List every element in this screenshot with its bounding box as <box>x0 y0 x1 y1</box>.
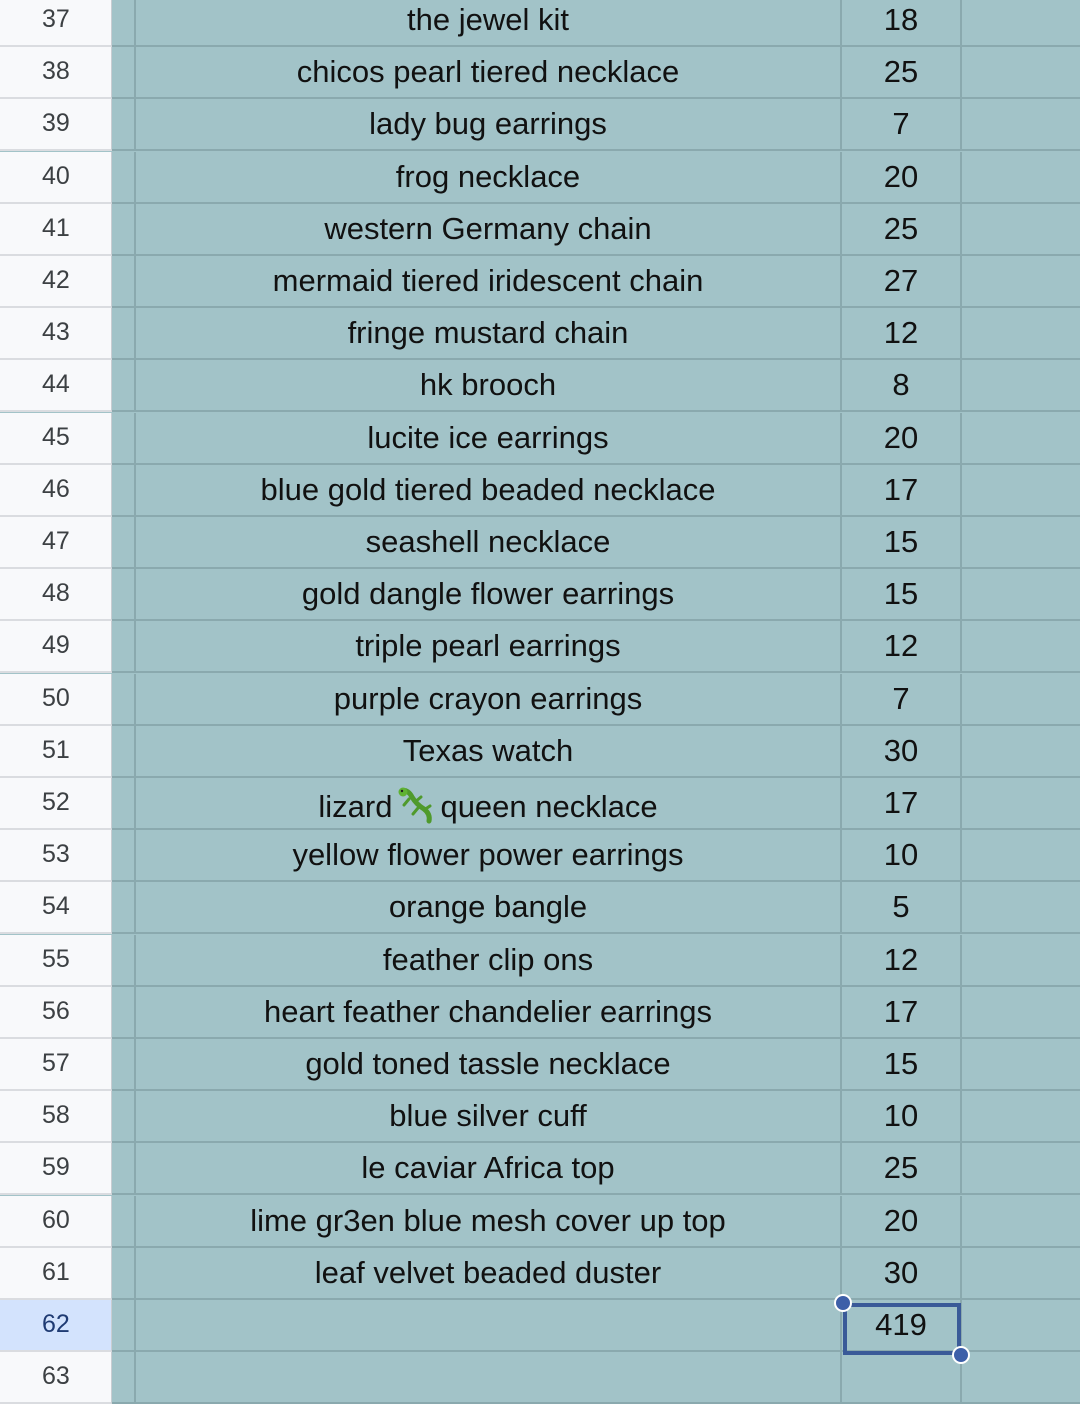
cell-d[interactable] <box>962 778 1080 830</box>
sheet-row <box>0 47 1080 99</box>
cell-price[interactable]: 5 <box>842 882 962 934</box>
cell-a[interactable] <box>112 152 136 204</box>
cell-d[interactable] <box>962 1300 1080 1352</box>
cell-price[interactable]: 30 <box>842 726 962 778</box>
cell-item-name[interactable]: seashell necklace <box>136 517 842 569</box>
cell-item-name[interactable]: purple crayon earrings <box>136 674 842 726</box>
cell-a[interactable] <box>112 1091 136 1143</box>
cell-a[interactable] <box>112 308 136 360</box>
row-header[interactable]: 43 <box>0 308 112 360</box>
cell-price[interactable]: 20 <box>842 152 962 204</box>
cell-a[interactable] <box>112 1248 136 1300</box>
cell-d[interactable] <box>962 882 1080 934</box>
sheet-row <box>0 308 1080 360</box>
cell-item-name[interactable]: leaf velvet beaded duster <box>136 1248 842 1300</box>
cell-price[interactable]: 15 <box>842 517 962 569</box>
cell-a[interactable] <box>112 517 136 569</box>
cell-d[interactable] <box>962 360 1080 412</box>
sheet-row <box>0 1091 1080 1143</box>
row-header[interactable]: 63 <box>0 1352 112 1404</box>
cell-item-name[interactable]: orange bangle <box>136 882 842 934</box>
sheet-row <box>0 778 1080 830</box>
cell-a[interactable] <box>112 778 136 830</box>
cell-item-name[interactable] <box>136 778 842 830</box>
cell-item-name[interactable] <box>136 1300 842 1352</box>
row-header[interactable]: 44 <box>0 360 112 412</box>
cell-a[interactable] <box>112 204 136 256</box>
cell-d[interactable] <box>962 569 1080 621</box>
cell-d[interactable] <box>962 47 1080 99</box>
sheet-row <box>0 569 1080 621</box>
cell-item-name[interactable]: heart feather chandelier earrings <box>136 987 842 1039</box>
cell-d[interactable] <box>962 413 1080 465</box>
cell-item-name[interactable]: lime gr3en blue mesh cover up top <box>136 1196 842 1248</box>
cell-a[interactable] <box>112 935 136 987</box>
row-header[interactable]: 54 <box>0 882 112 934</box>
cell-price[interactable]: 17 <box>842 465 962 517</box>
sheet-row <box>0 1039 1080 1091</box>
cell-a[interactable] <box>112 882 136 934</box>
cell-price[interactable]: 10 <box>842 1091 962 1143</box>
cell-a[interactable] <box>112 0 136 47</box>
cell-a[interactable] <box>112 830 136 882</box>
row-header[interactable]: 53 <box>0 830 112 882</box>
cell-d[interactable] <box>962 204 1080 256</box>
cell-price[interactable]: 10 <box>842 830 962 882</box>
row-header[interactable]: 37 <box>0 0 112 47</box>
cell-a[interactable] <box>112 360 136 412</box>
cell-a[interactable] <box>112 1039 136 1091</box>
cell-item-name[interactable]: fringe mustard chain <box>136 308 842 360</box>
lizard-emoji-icon <box>396 785 436 833</box>
selection-handle-end[interactable] <box>952 1346 970 1364</box>
cell-item-name[interactable]: le caviar Africa top <box>136 1143 842 1195</box>
cell-a[interactable] <box>112 1352 136 1404</box>
cell-a[interactable] <box>112 1143 136 1195</box>
cell-price[interactable]: 20 <box>842 1196 962 1248</box>
sheet-row <box>0 621 1080 673</box>
cell-price[interactable]: 25 <box>842 1143 962 1195</box>
sheet-row <box>0 1196 1080 1248</box>
row-header[interactable]: 41 <box>0 204 112 256</box>
row-header[interactable]: 60 <box>0 1196 112 1248</box>
cell-a[interactable] <box>112 99 136 151</box>
cell-price[interactable]: 25 <box>842 204 962 256</box>
cell-a[interactable] <box>112 987 136 1039</box>
sheet-row <box>0 99 1080 151</box>
sheet-row <box>0 517 1080 569</box>
cell-price[interactable]: 15 <box>842 569 962 621</box>
sheet-row <box>0 882 1080 934</box>
cell-item-name[interactable]: chicos pearl tiered necklace <box>136 47 842 99</box>
cell-d[interactable] <box>962 1143 1080 1195</box>
cell-d[interactable] <box>962 1248 1080 1300</box>
cell-item-name[interactable] <box>136 1352 842 1404</box>
cell-item-name[interactable]: lucite ice earrings <box>136 413 842 465</box>
cell-d[interactable] <box>962 621 1080 673</box>
cell-d[interactable] <box>962 465 1080 517</box>
selection-handle-start[interactable] <box>834 1294 852 1312</box>
cell-price[interactable]: 8 <box>842 360 962 412</box>
cell-a[interactable] <box>112 1300 136 1352</box>
row-header[interactable]: 57 <box>0 1039 112 1091</box>
sheet-row <box>0 1352 1080 1404</box>
sheet-row <box>0 830 1080 882</box>
cell-price[interactable]: 18 <box>842 0 962 47</box>
sheet-row <box>0 1248 1080 1300</box>
sheet-row <box>0 256 1080 308</box>
sheet-row <box>0 1300 1080 1352</box>
cell-item-name[interactable]: hk brooch <box>136 360 842 412</box>
row-header[interactable]: 55 <box>0 935 112 987</box>
sheet-row <box>0 360 1080 412</box>
row-header[interactable]: 47 <box>0 517 112 569</box>
sheet-row <box>0 152 1080 204</box>
cell-d[interactable] <box>962 1352 1080 1404</box>
cell-price[interactable]: 7 <box>842 674 962 726</box>
cell-d[interactable] <box>962 1196 1080 1248</box>
cell-price[interactable]: 30 <box>842 1248 962 1300</box>
row-header[interactable]: 40 <box>0 152 112 204</box>
cell-a[interactable] <box>112 47 136 99</box>
cell-price[interactable] <box>842 1352 962 1404</box>
cell-d[interactable] <box>962 1091 1080 1143</box>
cell-item-name[interactable]: lady bug earrings <box>136 99 842 151</box>
cell-text-part: lizard <box>318 789 393 825</box>
cell-a[interactable] <box>112 1196 136 1248</box>
row-header[interactable]: 38 <box>0 47 112 99</box>
sheet-row <box>0 935 1080 987</box>
cell-price[interactable]: 12 <box>842 308 962 360</box>
cell-item-name[interactable]: Texas watch <box>136 726 842 778</box>
sheet-row <box>0 204 1080 256</box>
cell-d[interactable] <box>962 987 1080 1039</box>
sheet-row <box>0 0 1080 47</box>
row-header[interactable]: 51 <box>0 726 112 778</box>
cell-item-name[interactable]: triple pearl earrings <box>136 621 842 673</box>
sheet-row <box>0 987 1080 1039</box>
cell-item-name[interactable]: yellow flower power earrings <box>136 830 842 882</box>
cell-item-name[interactable]: mermaid tiered iridescent chain <box>136 256 842 308</box>
row-header[interactable]: 46 <box>0 465 112 517</box>
cell-d[interactable] <box>962 1039 1080 1091</box>
cell-a[interactable] <box>112 569 136 621</box>
cell-price[interactable]: 17 <box>842 987 962 1039</box>
sheet-row <box>0 674 1080 726</box>
cell-a[interactable] <box>112 674 136 726</box>
row-header[interactable]: 49 <box>0 621 112 673</box>
cell-d[interactable] <box>962 517 1080 569</box>
row-header[interactable]: 45 <box>0 413 112 465</box>
cell-item-name[interactable]: blue silver cuff <box>136 1091 842 1143</box>
sheet-row <box>0 1143 1080 1195</box>
cell-item-name[interactable]: feather clip ons <box>136 935 842 987</box>
cell-d[interactable] <box>962 99 1080 151</box>
cell-price[interactable]: 17 <box>842 778 962 830</box>
cell-d[interactable] <box>962 726 1080 778</box>
cell-a[interactable] <box>112 726 136 778</box>
cell-item-name[interactable]: gold dangle flower earrings <box>136 569 842 621</box>
sheet-row <box>0 726 1080 778</box>
cell-d[interactable] <box>962 935 1080 987</box>
row-header[interactable]: 52 <box>0 778 112 830</box>
cell-price[interactable]: 12 <box>842 935 962 987</box>
cell-item-name[interactable]: the jewel kit <box>136 0 842 47</box>
cell-price[interactable]: 7 <box>842 99 962 151</box>
cell-a[interactable] <box>112 413 136 465</box>
sheet-row <box>0 465 1080 517</box>
cell-d[interactable] <box>962 674 1080 726</box>
row-header[interactable]: 62 <box>0 1300 112 1352</box>
cell-a[interactable] <box>112 256 136 308</box>
cell-d[interactable] <box>962 152 1080 204</box>
cell-a[interactable] <box>112 465 136 517</box>
cell-d[interactable] <box>962 0 1080 47</box>
row-header[interactable]: 56 <box>0 987 112 1039</box>
cell-item-name[interactable]: frog necklace <box>136 152 842 204</box>
cell-d[interactable] <box>962 308 1080 360</box>
row-header[interactable]: 58 <box>0 1091 112 1143</box>
cell-price[interactable]: 12 <box>842 621 962 673</box>
row-header[interactable]: 50 <box>0 674 112 726</box>
row-header[interactable]: 39 <box>0 99 112 151</box>
cell-item-name[interactable]: western Germany chain <box>136 204 842 256</box>
cell-d[interactable] <box>962 256 1080 308</box>
cell-price[interactable]: 15 <box>842 1039 962 1091</box>
row-header[interactable]: 42 <box>0 256 112 308</box>
cell-item-name[interactable]: blue gold tiered beaded necklace <box>136 465 842 517</box>
row-header[interactable]: 48 <box>0 569 112 621</box>
cell-total-value[interactable]: 419 <box>842 1300 962 1352</box>
cell-price[interactable]: 25 <box>842 47 962 99</box>
sheet-row <box>0 413 1080 465</box>
cell-price[interactable]: 27 <box>842 256 962 308</box>
cell-item-name[interactable]: gold toned tassle necklace <box>136 1039 842 1091</box>
cell-d[interactable] <box>962 830 1080 882</box>
cell-price[interactable]: 20 <box>842 413 962 465</box>
row-header[interactable]: 59 <box>0 1143 112 1195</box>
cell-text-part: queen necklace <box>440 789 658 825</box>
row-header[interactable]: 61 <box>0 1248 112 1300</box>
cell-a[interactable] <box>112 621 136 673</box>
